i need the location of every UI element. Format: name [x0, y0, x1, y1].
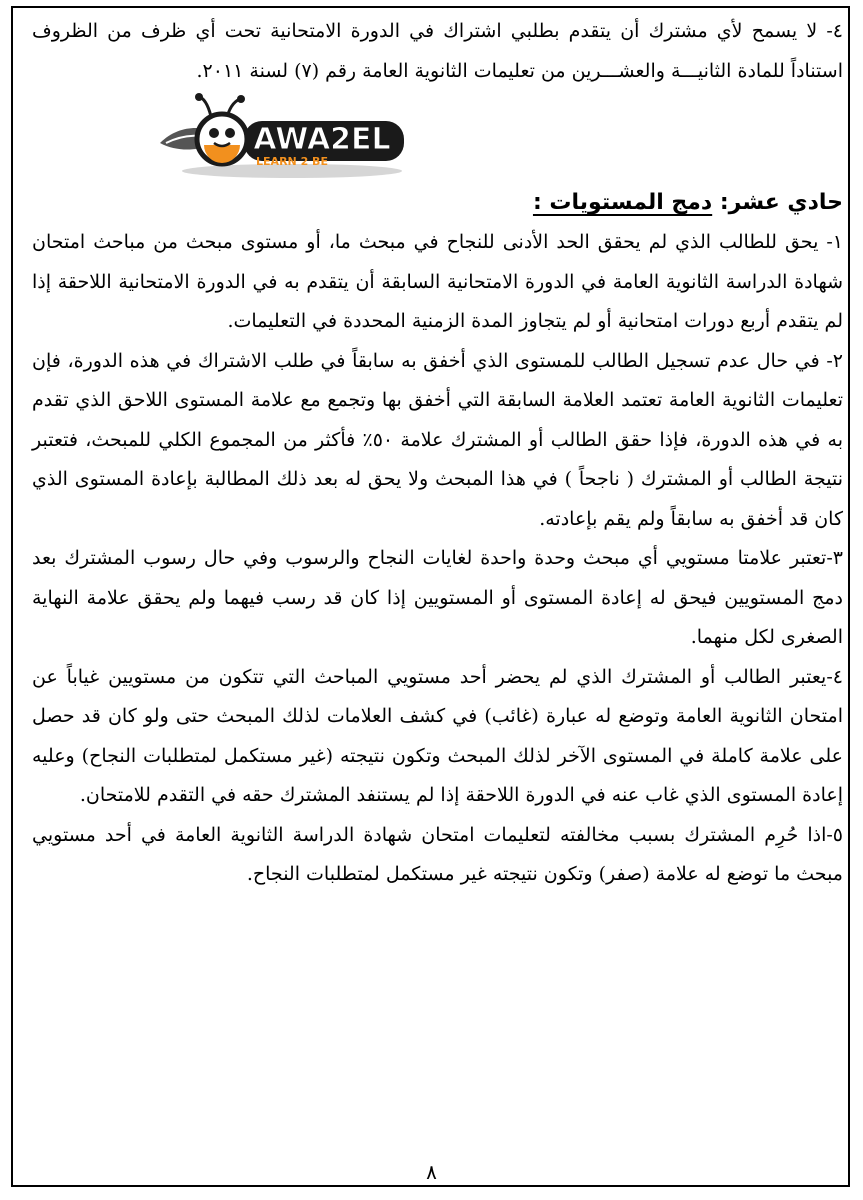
page-number: ٨ [426, 1160, 437, 1184]
merge-rule-1: ١- يحق للطالب الذي لم يحقق الحد الأدنى للنجاح في مبحث ما، أو مستوى مبحث من مباحث امتحان شهادة الدراسة الثانوية العامة في الدورة الامتحانية السابقة أن يتقدم به في الدورة الامتحانية اللاحقة إذا لم يتقدم أربع دورات امتحانية أو لم يتجاوز المدة الزمنية المحددة في التعليمات. [32, 231, 843, 332]
merge-rule-2: ٢- في حال عدم تسجيل الطالب للمستوى الذي أخفق به سابقاً في طلب الاشتراك في هذه الدورة، فإن تعليمات الثانوية العامة تعتمد العلامة السابقة التي أخفق بها وتجمع مع علامة المستوى اللاحق الذي تقدم به في هذه الدورة، فإذا حقق الطالب أو المشترك علامة ٥٠٪ فأكثر من المجموع الكلي للمبحث، فتعتبر نتيجة الطالب أو المشترك ( ناجحاً ) في هذا المبحث ولا يحق له بعد ذلك المطالبة بإعادة المستوى الذي كان قد أخفق به سابقاً ولم يقم بإعادته. [32, 349, 844, 530]
merge-rule-4: ٤-يعتبر الطالب أو المشترك الذي لم يحضر أحد مستويي المباحث التي تتكون من مستويين غياباً عن امتحان الثانوية العامة وتوضع له عبارة (غائب) في كشف العلامات لذلك المبحث حتى ولو كان قد حصل على علامة كاملة في المستوى الآخر لذلك المبحث وتكون نتيجته (غير مستكمل لمتطلبات النجاح) وعليه إعادة المستوى الذي غاب عنه في الدورة اللاحقة إذا لم يستنفد المشترك حقه في التقدم للامتحان. [32, 665, 843, 806]
exam-rule-4: ٤- لا يسمح لأي مشترك أن يتقدم بطلبي اشتراك في الدورة الامتحانية تحت أي ظرف من الظروف استناداً للمادة الثانيـــة والعشـــرين من تعليمات الثانوية العامة رقم (٧) لسنة ٢٠١١. [32, 20, 843, 82]
document-body [32, 12, 843, 895]
merge-rule-5: ٥-اذا حُرِم المشترك بسبب مخالفته لتعليمات امتحان شهادة الدراسة الثانوية العامة في أحد مستويي مبحث ما توضع له علامة (صفر) وتكون نتيجته غير مستكمل لمتطلبات النجاح. [32, 823, 843, 885]
logo-area [32, 85, 843, 177]
section-title-prefix: حادي عشر: [719, 190, 843, 215]
merge-rule-3: ٣-تعتبر علامتا مستويي أي مبحث وحدة واحدة لغايات النجاح والرسوب وفي حال رسوب المشترك بعد دمج المستويين فيحق له إعادة المستوى أو المستويين إذا كان قد رسب فيهما ولم يحقق علامة النهاية الصغرى لكل منهما. [32, 547, 843, 648]
section-heading [32, 183, 843, 223]
awa2el-logo [152, 91, 412, 183]
svg-text:LEARN 2 BE: LEARN 2 BE [256, 155, 328, 168]
svg-text:AWA2EL: AWA2EL [253, 122, 391, 157]
section-title: دمج المستويات : [532, 190, 713, 215]
